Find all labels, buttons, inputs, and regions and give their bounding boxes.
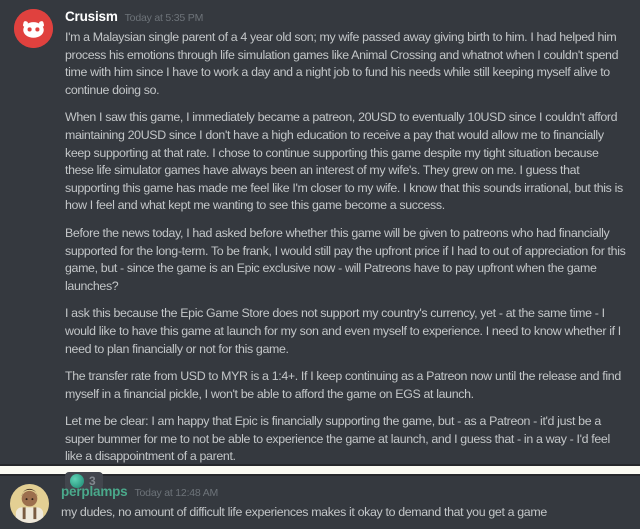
message-content [53, 484, 626, 528]
avatar[interactable] [10, 484, 49, 523]
message-header [65, 9, 626, 26]
timestamp: Today at 12:48 AM [134, 487, 219, 499]
reaction-count: 3 [89, 474, 96, 489]
discord-clyde-icon [14, 9, 53, 48]
username[interactable]: Crusism [65, 9, 118, 24]
message-text: I ask this because the Epic Game Store does not support my country's currency, yet - at the same time - I would like to have this game at launch for my son and even myself to experience. I need to know whether if I need to plan financially or not for this game. [65, 306, 621, 356]
message-text: I'm a Malaysian single parent of a 4 year old son; my wife passed away giving birth to him. I had helped him process his emotions through life simulation games like Animal Crossing and whatnot when I couldn't spend time with him since I have to work a day and a night job to fund his needs while still keeping myself alive to continue doing so. [65, 30, 619, 97]
timestamp: Today at 5:35 PM [124, 12, 204, 24]
message-text: The transfer rate from USD to MYR is a 1:4+. If I keep continuing as a Patreon now until the release and find myself in a financial pickle, I won't be able to afford the game on EGS at launch. [65, 369, 621, 401]
username[interactable]: perplamps [61, 484, 128, 499]
message-text: Let me be clear: I am happy that Epic is financially supporting the game, but - as a Patreon - it'd just be a super bummer for me to not be able to experience the game at launch, and I guess that - in a way - I'd feel like a disappointment of a parent. [65, 414, 610, 464]
message-text: When I saw this game, I immediately became a patreon, 20USD to eventually 10USD since I couldn't afford maintaining 20USD since I don't have a high education to receive a pay that would allow me to financially keep supporting at that rate. I chose to continue supporting this game despite my tight situation because these life simulator games have always been an interest of my wife's. They grew on me. I guess that supporting this game has made me feel like I'm closer to my wife. I know that this sounds irrational, but this is how I feel and what kept me wanting to see this game become a success. [65, 110, 623, 213]
chat-section-bottom [0, 476, 640, 529]
message-header [61, 484, 626, 501]
avatar[interactable] [14, 9, 53, 48]
person-avatar-icon [10, 484, 49, 523]
message-content [57, 9, 626, 493]
message-text: my dudes, no amount of difficult life experiences makes it okay to demand that you get a game [61, 505, 547, 519]
message [14, 9, 626, 493]
message [10, 484, 626, 528]
message-text: Before the news today, I had asked before whether this game will be given to patreons who had financially supported for the long-term. To be frank, I would still pay the upfront price if I had to out of appreciation for this game, but - since the game is an Epic exclusive now - will Patreons have to pay upfront when the game launches? [65, 225, 626, 293]
